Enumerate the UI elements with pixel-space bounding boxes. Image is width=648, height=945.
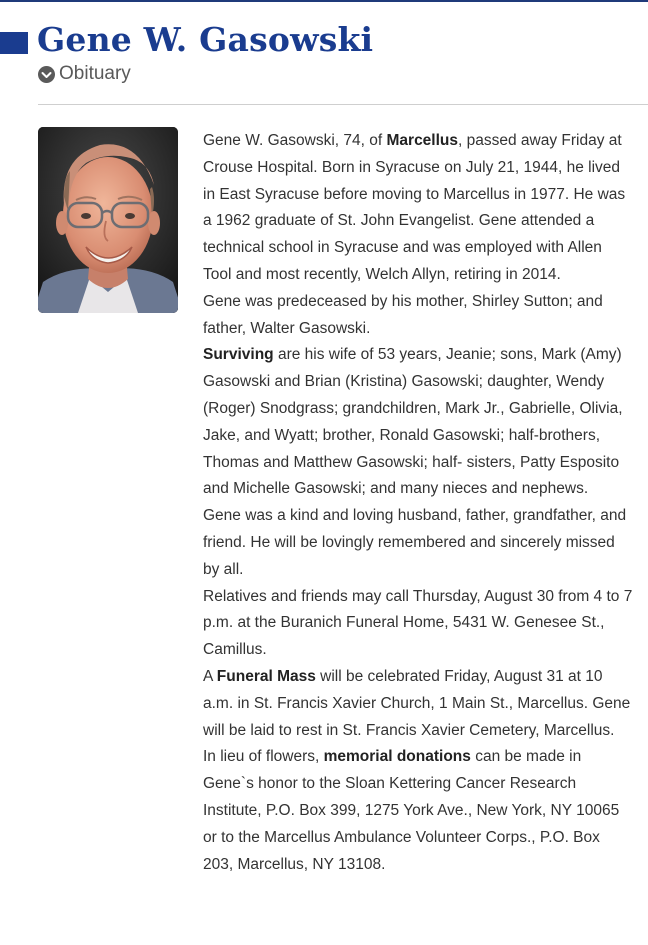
paragraph: Gene was predeceased by his mother, Shirley Sutton; and father, Walter Gasowski. [203, 292, 603, 337]
paragraph: Gene was a kind and loving husband, father, grandfather, and friend. He will be lovingly remembered and sincerely missed by all. [203, 507, 627, 578]
paragraph: Surviving are his wife of 53 years, Jeanie; sons, Mark (Amy) Gasowski and Brian (Kristina) Gasowski; daughter, Wendy (Roger) Snodgrass; grandchildren, Mark Jr., Gabrielle, Olivia, Jake, and Wyatt; brother, Ronald Gasowski; half-brothers, Thomas and Matthew Gasowski; half- sisters, Patty Esposito and Michelle Gasowski; and many nieces and nephews. [203, 346, 623, 498]
category-label[interactable] [38, 63, 131, 85]
title-accent-bar [0, 32, 28, 54]
check-circle-icon [38, 66, 55, 83]
paragraph: Gene W. Gasowski, 74, of Marcellus, passed away Friday at Crouse Hospital. Born in Syracuse on July 21, 1944, he lived in East Syracuse before moving to Marcellus in 1977. He was a 1962 graduate of St. John Evangelist. Gene attended a technical school in Syracuse and was employed with Allen Tool and most recently, Welch Allyn, retiring in 2014. [203, 132, 626, 283]
page-title: Gene W. Gasowski [37, 20, 374, 59]
paragraph: A Funeral Mass will be celebrated Friday, August 31 at 10 a.m. in St. Francis Xavier Church, 1 Main St., Marcellus. Gene will be laid to rest in St. Francis Xavier Cemetery, Marcellus. [203, 667, 631, 739]
category-text: Obituary [59, 63, 131, 84]
paragraph: In lieu of flowers, memorial donations can be made in Gene`s honor to the Sloan Kettering Cancer Research Institute, P.O. Box 399, 1275 York Ave., New York, NY 10065 or to the Marcellus Ambulance Volunteer Corps., P.O. Box 203, Marcellus, NY 13108. [203, 748, 620, 873]
top-border [0, 0, 648, 2]
portrait-photo [38, 127, 178, 313]
obituary-body [203, 128, 633, 878]
header-divider [38, 104, 648, 105]
paragraph: Relatives and friends may call Thursday, August 30 from 4 to 7 p.m. at the Buranich Funeral Home, 5431 W. Genesee St., Camillus. [203, 587, 633, 659]
